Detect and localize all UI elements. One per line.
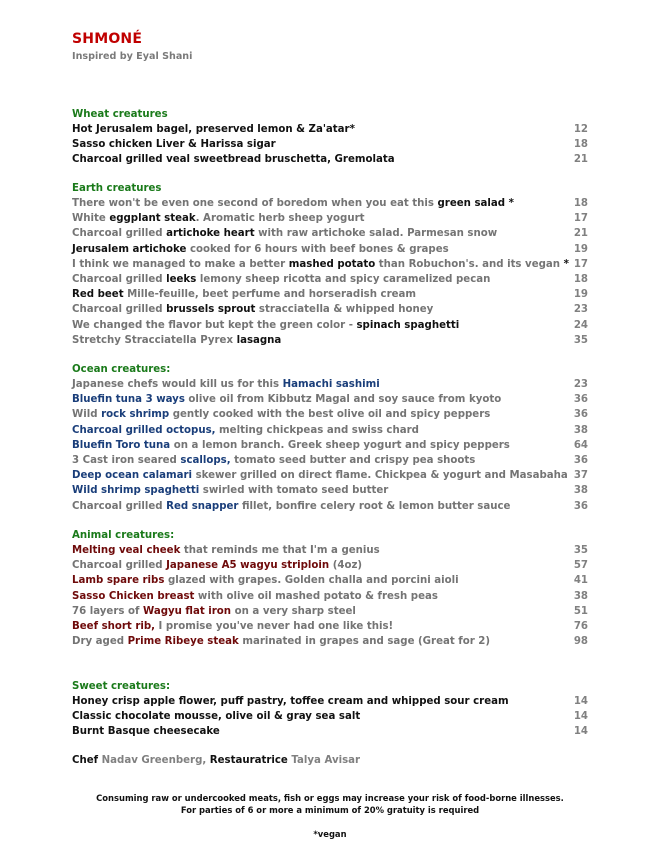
menu-item [72, 423, 588, 438]
item-detail-text: lemony sheep ricotta and spicy caramelized pecan [196, 273, 491, 285]
menu-item [72, 137, 588, 152]
menu-item-description [72, 634, 490, 649]
menu-item [72, 694, 588, 709]
menu-item [72, 438, 588, 453]
menu-item-description [72, 302, 433, 317]
menu-item [72, 407, 588, 422]
section-earth [72, 181, 588, 348]
menu-item-description [72, 573, 459, 588]
item-detail-text: gently cooked with the best olive oil and spicy peppers [169, 409, 491, 421]
item-highlight-text: Lamb spare ribs [72, 575, 165, 587]
menu-item [72, 211, 588, 226]
menu-items [72, 543, 588, 649]
item-highlight-text: Sasso Chicken breast [72, 590, 195, 602]
section-animal [72, 528, 588, 649]
item-detail-text: fillet, bonfire celery root & lemon butter sauce [238, 500, 511, 512]
item-detail-text: Charcoal grilled [72, 273, 167, 285]
menu-item-price: 38 [573, 485, 588, 497]
section-ocean [72, 362, 588, 514]
menu-item-description [72, 152, 395, 167]
menu-item-description [72, 423, 419, 438]
menu-item-description [72, 724, 220, 739]
menu-item-price: 38 [573, 424, 588, 436]
item-detail-text: melting chickpeas and swiss chard [215, 424, 419, 436]
menu-item-price: 37 [573, 470, 588, 482]
item-highlight-text: Red beet [72, 289, 124, 301]
menu-item-price: 36 [573, 500, 588, 512]
menu-item-price: 12 [573, 124, 588, 135]
restaurant-title: SHMONÉ [72, 31, 143, 47]
menu-item-description [72, 709, 360, 724]
item-highlight-text: Melting veal cheek [72, 545, 181, 556]
menu-item [72, 152, 588, 167]
menu-item-description [72, 499, 510, 514]
item-highlight-text: lasagna [236, 334, 282, 346]
item-detail-text: Charcoal grilled [72, 228, 167, 240]
item-highlight-text: Red snapper [166, 500, 239, 512]
menu-item-description [72, 333, 281, 348]
item-highlight-text: Classic chocolate mousse, olive oil & gray sea salt [72, 711, 361, 723]
menu-item-description [72, 468, 568, 483]
item-highlight-text: Beef short rib, [72, 620, 155, 632]
item-highlight-text: * [563, 258, 569, 270]
menu-item [72, 604, 588, 619]
section-title: Animal creatures: [72, 530, 175, 541]
section-sweet [72, 679, 588, 740]
menu-item-price: 57 [573, 560, 588, 572]
item-highlight-text: Bluefin tuna 3 ways [72, 394, 185, 406]
menu-item-description [72, 318, 459, 333]
menu-item-description [72, 226, 497, 241]
item-highlight-text: brussels sprout [166, 304, 256, 316]
item-highlight-text: Bluefin Toro tuna [72, 439, 171, 451]
item-detail-text: with raw artichoke salad. Parmesan snow [254, 228, 498, 240]
gratuity-note: For parties of 6 or more a minimum of 20% gratuity is required [180, 805, 480, 815]
menu-item-price: 51 [573, 605, 588, 617]
item-highlight-text: Hot Jerusalem bagel, preserved lemon & Za'atar* [72, 124, 355, 135]
menu-item-description [72, 122, 355, 137]
menu-item-price: 21 [573, 154, 588, 166]
item-highlight-text: eggplant steak [109, 213, 196, 225]
item-detail-text: (4oz) [329, 560, 363, 572]
item-detail-text: There won't be even one second of boredom when you eat this [72, 198, 438, 209]
menu-item-price: 14 [573, 696, 588, 707]
menu-item-price: 64 [573, 439, 588, 451]
section-title: Wheat creatures [72, 109, 168, 120]
item-detail-text: I think we managed to make a better [72, 258, 289, 270]
item-detail-text: on a very sharp steel [231, 605, 356, 617]
menu-item [72, 543, 588, 558]
menu-item [72, 122, 588, 137]
menu-items [72, 694, 588, 740]
menu-item [72, 196, 588, 211]
menu-item-description [72, 242, 449, 257]
item-detail-text: swirled with tomato seed butter [199, 485, 389, 497]
item-highlight-text: Jerusalem artichoke [72, 243, 187, 255]
menu-item [72, 226, 588, 241]
item-highlight-text: scallops, [180, 454, 231, 466]
menu-item-price: 19 [573, 289, 588, 301]
item-detail-text: Charcoal grilled [72, 304, 167, 316]
menu-items [72, 196, 588, 348]
item-detail-text: White [72, 213, 110, 225]
item-detail-text: olive oil from Kibbutz Magal and soy sauce from kyoto [184, 394, 502, 406]
menu-item-price: 36 [573, 454, 588, 466]
menu-item [72, 558, 588, 573]
menu-item-price: 21 [573, 228, 588, 240]
item-detail-text: I promise you've never had one like this! [155, 620, 394, 632]
item-detail-text: on a lemon branch. Greek sheep yogurt and spicy peppers [170, 439, 510, 451]
item-highlight-text: Wild shrimp spaghetti [72, 485, 200, 497]
item-detail-text: stracciatella & whipped honey [255, 304, 434, 316]
menu-item-price: 35 [573, 545, 588, 556]
menu-item-description [72, 543, 380, 558]
restaurant-subtitle: Inspired by Eyal Shani [72, 51, 193, 62]
item-highlight-text: mashed potato [288, 258, 376, 270]
menu-item-description [72, 589, 438, 604]
menu-item-price: 98 [573, 636, 588, 648]
menu-item-price: 23 [573, 304, 588, 316]
menu-item-description [72, 272, 490, 287]
item-highlight-text: artichoke heart [166, 228, 255, 240]
menu-item-price: 41 [573, 575, 588, 587]
menu-item-description [72, 604, 356, 619]
menu-items [72, 122, 588, 168]
menu-item [72, 499, 588, 514]
menu-item-description [72, 137, 276, 152]
menu-item [72, 589, 588, 604]
menu-item-description [72, 257, 569, 272]
menu-item-description [72, 196, 514, 211]
item-detail-text: with olive oil mashed potato & fresh peas [194, 590, 438, 602]
menu-item [72, 709, 588, 724]
item-highlight-text: Japanese A5 wagyu striploin [166, 560, 330, 572]
food-safety-warning: Consuming raw or undercooked meats, fish or eggs may increase your risk of food-borne illnesses. [96, 793, 564, 803]
menu-item [72, 272, 588, 287]
item-highlight-text: spinach spaghetti [356, 319, 460, 331]
menu-item-description [72, 377, 380, 392]
menu-item-price: 18 [573, 198, 588, 209]
item-highlight-text: Burnt Basque cheesecake [72, 726, 220, 738]
menu-items [72, 377, 588, 514]
item-detail-text: Charcoal grilled [72, 560, 167, 572]
menu-item [72, 453, 588, 468]
item-highlight-text: rock shrimp [101, 409, 170, 421]
menu-item-description [72, 619, 393, 634]
item-highlight-text: Deep ocean calamari [72, 470, 193, 482]
menu-item-price: 18 [573, 139, 588, 151]
menu-item [72, 242, 588, 257]
menu-item [72, 257, 588, 272]
menu-item-price: 23 [573, 379, 588, 390]
menu-item-description [72, 453, 475, 468]
item-detail-text: skewer grilled on direct flame. Chickpea & yogurt and Masabaha [192, 470, 568, 482]
menu-item [72, 377, 588, 392]
menu-item [72, 634, 588, 649]
item-detail-text: Wild [72, 409, 102, 421]
item-detail-text: . Aromatic herb sheep yogurt [195, 213, 365, 225]
menu-item-description [72, 558, 362, 573]
section-title: Ocean creatures: [72, 364, 171, 375]
menu-item [72, 302, 588, 317]
menu-item [72, 333, 588, 348]
chef-role: Chef [72, 755, 99, 766]
item-detail-text: Stretchy Stracciatella Pyrex [72, 334, 237, 346]
menu-item [72, 318, 588, 333]
chef-name: Nadav Greenberg, [101, 755, 207, 766]
menu-item [72, 483, 588, 498]
menu-item-description [72, 211, 364, 226]
item-detail-text: Mille-feuille, beet perfume and horseradish cream [123, 289, 417, 301]
item-highlight-text: Charcoal grilled octopus, [72, 424, 216, 436]
vegan-note: *vegan [313, 829, 347, 839]
menu-item-price: 18 [573, 273, 588, 285]
item-detail-text: 3 Cast iron seared [72, 454, 181, 466]
item-highlight-text: Honey crisp apple flower, puff pastry, toffee cream and whipped sour cream [72, 696, 509, 707]
item-highlight-text: Wagyu flat iron [142, 605, 232, 617]
item-detail-text: Charcoal grilled [72, 500, 167, 512]
item-highlight-text: Prime Ribeye steak [127, 636, 239, 648]
menu-item [72, 724, 588, 739]
item-detail-text: We changed the flavor but kept the green color - [72, 319, 357, 331]
section-wheat [72, 107, 588, 168]
menu-item-price: 19 [573, 243, 588, 255]
item-detail-text: Dry aged [72, 636, 128, 648]
menu-item-price: 76 [573, 620, 588, 632]
menu-item-price: 36 [573, 394, 588, 406]
item-detail-text: cooked for 6 hours with beef bones & grapes [186, 243, 449, 255]
item-detail-text: Japanese chefs would kill us for this [72, 379, 283, 390]
menu-item [72, 287, 588, 302]
menu-item-price: 14 [573, 711, 588, 723]
item-detail-text: tomato seed butter and crispy pea shoots [230, 454, 476, 466]
menu-item-price: 14 [573, 726, 588, 738]
item-highlight-text: Sasso chicken Liver & Harissa sigar [72, 139, 276, 151]
menu-item-description [72, 438, 510, 453]
restauratrice-name: Talya Avisar [291, 755, 361, 766]
restauratrice-role: Restauratrice [209, 755, 288, 766]
menu-item-price: 17 [573, 213, 588, 225]
item-detail-text: 76 layers of [72, 605, 143, 617]
menu-item-description [72, 392, 501, 407]
menu-item-price: 38 [573, 590, 588, 602]
menu-item-price: 36 [573, 409, 588, 421]
item-highlight-text: green salad * [437, 198, 514, 209]
menu-item [72, 619, 588, 634]
menu-item-price: 35 [573, 334, 588, 346]
staff-credits [72, 755, 360, 766]
item-detail-text: that reminds me that I'm a genius [180, 545, 380, 556]
item-highlight-text: leeks [166, 273, 197, 285]
menu-item [72, 392, 588, 407]
item-highlight-text: Hamachi sashimi [282, 379, 380, 390]
menu-item-price: 17 [573, 258, 588, 270]
menu-item-price: 24 [573, 319, 588, 331]
menu-item-description [72, 287, 416, 302]
menu-item-description [72, 483, 388, 498]
item-detail-text: marinated in grapes and sage (Great for 2) [238, 636, 491, 648]
menu-item-description [72, 694, 509, 709]
item-detail-text: than Robuchon's. and its vegan [375, 258, 564, 270]
item-detail-text: glazed with grapes. Golden challa and porcini aioli [164, 575, 459, 587]
section-title: Earth creatures [72, 183, 162, 194]
menu-item [72, 468, 588, 483]
section-title: Sweet creatures: [72, 681, 171, 692]
menu-item [72, 573, 588, 588]
menu-item-description [72, 407, 490, 422]
item-highlight-text: Charcoal grilled veal sweetbread bruschetta, Gremolata [72, 154, 395, 166]
